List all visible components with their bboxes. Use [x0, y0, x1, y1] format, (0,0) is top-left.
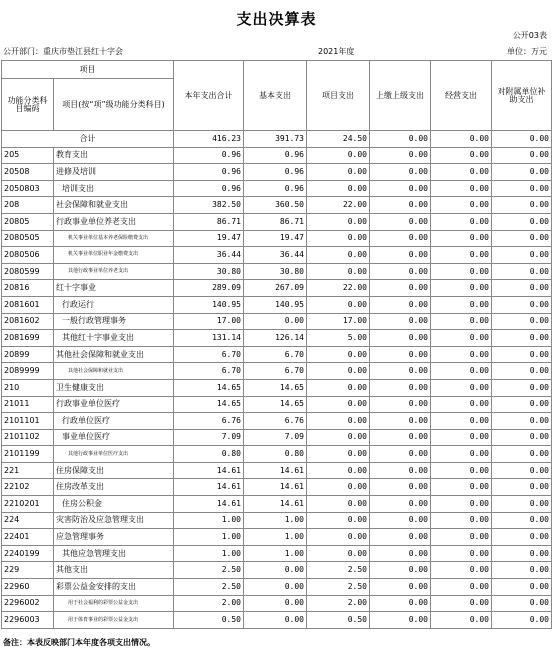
- row-subsidy: 0.00: [492, 579, 552, 596]
- row-project: 0.00: [307, 529, 370, 546]
- row-business: 0.00: [431, 379, 492, 396]
- row-basic: 0.00: [244, 313, 307, 330]
- table-row: [2, 413, 552, 430]
- row-project: 0.00: [307, 230, 370, 247]
- table-row: [2, 363, 552, 380]
- row-code: 21011: [2, 396, 54, 413]
- page-title: 支出决算表: [236, 10, 317, 28]
- row-name: 机关事业单位职业年金缴费支出: [54, 247, 174, 264]
- row-name: 住房保障支出: [54, 462, 174, 479]
- row-remit: 0.00: [370, 529, 431, 546]
- row-subsidy: 0.00: [492, 512, 552, 529]
- row-name: 应急管理事务: [54, 529, 174, 546]
- table-row: [2, 197, 552, 214]
- row-name: 其他行政事业单位医疗支出: [54, 446, 174, 463]
- table-row: [2, 429, 552, 446]
- row-name: 行政运行: [54, 296, 174, 313]
- row-total: 36.44: [174, 247, 244, 264]
- row-code: 2296002: [2, 595, 54, 612]
- row-business: 0.00: [431, 612, 492, 629]
- row-basic: 6.70: [244, 363, 307, 380]
- row-basic: 6.76: [244, 413, 307, 430]
- row-code: 224: [2, 512, 54, 529]
- row-name: 用于社会福利的彩票公益金支出: [54, 595, 174, 612]
- row-name: 教育支出: [54, 147, 174, 164]
- row-remit: 0.00: [370, 363, 431, 380]
- row-name: 行政事业单位医疗: [54, 396, 174, 413]
- row-name: 其他红十字事业支出: [54, 330, 174, 347]
- row-basic: 0.00: [244, 595, 307, 612]
- row-remit: 0.00: [370, 446, 431, 463]
- row-total: 0.96: [174, 164, 244, 181]
- row-name: 事业单位医疗: [54, 429, 174, 446]
- row-basic: 14.61: [244, 462, 307, 479]
- row-subsidy: 0.00: [492, 147, 552, 164]
- row-business: 0.00: [431, 330, 492, 347]
- row-name: 一般行政管理事务: [54, 313, 174, 330]
- row-remit: 0.00: [370, 595, 431, 612]
- row-code: 22960: [2, 579, 54, 596]
- row-basic: 30.80: [244, 263, 307, 280]
- total-row: [2, 131, 552, 148]
- row-subsidy: 0.00: [492, 346, 552, 363]
- row-code: 20899: [2, 346, 54, 363]
- row-remit: 0.00: [370, 164, 431, 181]
- table-row: [2, 180, 552, 197]
- row-project: 0.00: [307, 496, 370, 513]
- footer-note: 备注：本表反映部门本年度各项支出情况。: [3, 638, 155, 647]
- row-subsidy: 0.00: [492, 197, 552, 214]
- row-subsidy: 0.00: [492, 612, 552, 629]
- row-code: 22102: [2, 479, 54, 496]
- row-subsidy: 0.00: [492, 296, 552, 313]
- row-business: 0.00: [431, 180, 492, 197]
- row-project: 0.00: [307, 213, 370, 230]
- row-business: 0.00: [431, 579, 492, 596]
- row-business: 0.00: [431, 529, 492, 546]
- row-code: 2101102: [2, 429, 54, 446]
- row-subsidy: 0.00: [492, 529, 552, 546]
- row-name: 行政单位医疗: [54, 413, 174, 430]
- row-project: 0.00: [307, 180, 370, 197]
- row-total: 1.00: [174, 529, 244, 546]
- row-business: 0.00: [431, 263, 492, 280]
- total-label: 合计: [2, 131, 174, 148]
- row-remit: 0.00: [370, 496, 431, 513]
- row-business: 0.00: [431, 413, 492, 430]
- row-subsidy: 0.00: [492, 595, 552, 612]
- row-name: 住房改革支出: [54, 479, 174, 496]
- row-subsidy: 0.00: [492, 247, 552, 264]
- row-total: 2.50: [174, 562, 244, 579]
- header-business: 经营支出: [431, 61, 492, 131]
- row-code: 2081699: [2, 330, 54, 347]
- row-total: 289.09: [174, 280, 244, 297]
- row-project: 0.00: [307, 545, 370, 562]
- row-total: 0.96: [174, 147, 244, 164]
- row-project: 0.00: [307, 263, 370, 280]
- table-row: [2, 247, 552, 264]
- table-row: [2, 579, 552, 596]
- row-remit: 0.00: [370, 396, 431, 413]
- row-code: 2296003: [2, 612, 54, 629]
- row-subsidy: 0.00: [492, 479, 552, 496]
- row-project: 17.00: [307, 313, 370, 330]
- table-row: [2, 496, 552, 513]
- row-basic: 14.61: [244, 496, 307, 513]
- total-basic: 391.73: [244, 131, 307, 148]
- row-business: 0.00: [431, 313, 492, 330]
- row-name: 用于体育事业的彩票公益金支出: [54, 612, 174, 629]
- header-total: 本年支出合计: [174, 61, 244, 131]
- row-remit: 0.00: [370, 512, 431, 529]
- row-remit: 0.00: [370, 612, 431, 629]
- row-code: 229: [2, 562, 54, 579]
- row-basic: 0.80: [244, 446, 307, 463]
- row-code: 2080506: [2, 247, 54, 264]
- row-total: 6.70: [174, 346, 244, 363]
- row-name: 行政事业单位养老支出: [54, 213, 174, 230]
- row-total: 382.50: [174, 197, 244, 214]
- table-row: [2, 479, 552, 496]
- row-remit: 0.00: [370, 296, 431, 313]
- row-basic: 360.50: [244, 197, 307, 214]
- row-project: 0.50: [307, 612, 370, 629]
- table-row: [2, 330, 552, 347]
- row-project: 2.50: [307, 562, 370, 579]
- row-basic: 0.96: [244, 180, 307, 197]
- total-total: 416.23: [174, 131, 244, 148]
- row-basic: 0.00: [244, 562, 307, 579]
- row-business: 0.00: [431, 213, 492, 230]
- row-business: 0.00: [431, 479, 492, 496]
- year-label: 2021年度: [318, 47, 355, 56]
- row-project: 0.00: [307, 247, 370, 264]
- row-name: 社会保障和就业支出: [54, 197, 174, 214]
- row-name: 卫生健康支出: [54, 379, 174, 396]
- row-name: 住房公积金: [54, 496, 174, 513]
- row-code: 2081601: [2, 296, 54, 313]
- row-name: 培训支出: [54, 180, 174, 197]
- row-project: 0.00: [307, 363, 370, 380]
- row-remit: 0.00: [370, 545, 431, 562]
- row-business: 0.00: [431, 496, 492, 513]
- row-code: 2101101: [2, 413, 54, 430]
- row-total: 6.76: [174, 413, 244, 430]
- table-row: [2, 512, 552, 529]
- row-remit: 0.00: [370, 313, 431, 330]
- row-total: 14.65: [174, 396, 244, 413]
- row-basic: 1.00: [244, 529, 307, 546]
- row-basic: 6.70: [244, 346, 307, 363]
- expenditure-table: [1, 60, 552, 629]
- form-code: 公开03表: [512, 31, 547, 40]
- row-name: 其他社会保障和就业支出: [54, 363, 174, 380]
- row-total: 2.50: [174, 579, 244, 596]
- row-subsidy: 0.00: [492, 280, 552, 297]
- row-total: 2.00: [174, 595, 244, 612]
- row-subsidy: 0.00: [492, 446, 552, 463]
- row-remit: 0.00: [370, 280, 431, 297]
- row-remit: 0.00: [370, 247, 431, 264]
- row-code: 22401: [2, 529, 54, 546]
- row-project: 0.00: [307, 462, 370, 479]
- row-remit: 0.00: [370, 379, 431, 396]
- row-subsidy: 0.00: [492, 462, 552, 479]
- header-project: 项目: [2, 61, 174, 79]
- row-name: 机关事业单位基本养老保险缴费支出: [54, 230, 174, 247]
- row-remit: 0.00: [370, 213, 431, 230]
- row-project: 5.00: [307, 330, 370, 347]
- table-row: [2, 595, 552, 612]
- row-remit: 0.00: [370, 197, 431, 214]
- row-code: 205: [2, 147, 54, 164]
- row-project: 0.00: [307, 164, 370, 181]
- row-name: 其他支出: [54, 562, 174, 579]
- row-total: 19.47: [174, 230, 244, 247]
- header-project-exp: 项目支出: [307, 61, 370, 131]
- row-total: 7.09: [174, 429, 244, 446]
- row-business: 0.00: [431, 280, 492, 297]
- row-business: 0.00: [431, 164, 492, 181]
- row-total: 0.50: [174, 612, 244, 629]
- row-project: 0.00: [307, 396, 370, 413]
- row-basic: 126.14: [244, 330, 307, 347]
- row-subsidy: 0.00: [492, 545, 552, 562]
- row-name: 红十字事业: [54, 280, 174, 297]
- row-remit: 0.00: [370, 462, 431, 479]
- row-subsidy: 0.00: [492, 164, 552, 181]
- total-remit: 0.00: [370, 131, 431, 148]
- table-row: [2, 379, 552, 396]
- header-name: 项目(按“项”级功能分类科目): [54, 79, 174, 131]
- table-row: [2, 562, 552, 579]
- row-code: 20508: [2, 164, 54, 181]
- row-basic: 140.95: [244, 296, 307, 313]
- row-basic: 1.00: [244, 512, 307, 529]
- row-subsidy: 0.00: [492, 413, 552, 430]
- row-business: 0.00: [431, 429, 492, 446]
- table-row: [2, 280, 552, 297]
- row-total: 1.00: [174, 512, 244, 529]
- row-basic: 0.00: [244, 612, 307, 629]
- row-business: 0.00: [431, 147, 492, 164]
- row-project: 0.00: [307, 147, 370, 164]
- table-row: [2, 529, 552, 546]
- row-subsidy: 0.00: [492, 330, 552, 347]
- table-row: [2, 545, 552, 562]
- row-basic: 14.61: [244, 479, 307, 496]
- row-subsidy: 0.00: [492, 496, 552, 513]
- header-code: 功能分类科目编码: [2, 79, 54, 131]
- row-business: 0.00: [431, 595, 492, 612]
- row-basic: 0.96: [244, 164, 307, 181]
- row-basic: 14.65: [244, 379, 307, 396]
- header-remit: 上缴上级支出: [370, 61, 431, 131]
- unit-label: 单位：万元: [507, 47, 547, 56]
- row-subsidy: 0.00: [492, 263, 552, 280]
- row-basic: 14.65: [244, 396, 307, 413]
- row-name: 其他行政事业单位养老支出: [54, 263, 174, 280]
- header-basic: 基本支出: [244, 61, 307, 131]
- row-business: 0.00: [431, 512, 492, 529]
- row-code: 20805: [2, 213, 54, 230]
- row-code: 2050803: [2, 180, 54, 197]
- table-row: [2, 313, 552, 330]
- row-business: 0.00: [431, 247, 492, 264]
- row-code: 2240199: [2, 545, 54, 562]
- row-remit: 0.00: [370, 479, 431, 496]
- table-row: [2, 164, 552, 181]
- row-code: 2210201: [2, 496, 54, 513]
- row-subsidy: 0.00: [492, 230, 552, 247]
- row-remit: 0.00: [370, 180, 431, 197]
- row-subsidy: 0.00: [492, 180, 552, 197]
- total-subsidy: 0.00: [492, 131, 552, 148]
- row-subsidy: 0.00: [492, 396, 552, 413]
- row-total: 86.71: [174, 213, 244, 230]
- row-code: 2080505: [2, 230, 54, 247]
- row-code: 20816: [2, 280, 54, 297]
- row-total: 14.61: [174, 462, 244, 479]
- header-subsidy: 对附属单位补助支出: [492, 61, 552, 131]
- row-business: 0.00: [431, 562, 492, 579]
- row-name: 彩票公益金安排的支出: [54, 579, 174, 596]
- row-total: 0.80: [174, 446, 244, 463]
- row-subsidy: 0.00: [492, 313, 552, 330]
- row-project: 0.00: [307, 446, 370, 463]
- row-basic: 267.09: [244, 280, 307, 297]
- row-basic: 1.00: [244, 545, 307, 562]
- row-basic: 36.44: [244, 247, 307, 264]
- row-remit: 0.00: [370, 413, 431, 430]
- row-basic: 0.00: [244, 579, 307, 596]
- table-row: [2, 346, 552, 363]
- row-business: 0.00: [431, 545, 492, 562]
- row-project: 0.00: [307, 296, 370, 313]
- row-total: 0.96: [174, 180, 244, 197]
- row-code: 208: [2, 197, 54, 214]
- row-code: 2081602: [2, 313, 54, 330]
- row-project: 0.00: [307, 413, 370, 430]
- row-basic: 86.71: [244, 213, 307, 230]
- row-project: 0.00: [307, 429, 370, 446]
- table-row: [2, 230, 552, 247]
- row-name: 其他应急管理支出: [54, 545, 174, 562]
- table-row: [2, 446, 552, 463]
- row-subsidy: 0.00: [492, 213, 552, 230]
- row-project: 2.00: [307, 595, 370, 612]
- row-project: 0.00: [307, 346, 370, 363]
- table-row: [2, 213, 552, 230]
- row-project: 22.00: [307, 197, 370, 214]
- total-business: 0.00: [431, 131, 492, 148]
- row-business: 0.00: [431, 446, 492, 463]
- row-business: 0.00: [431, 230, 492, 247]
- total-project: 24.50: [307, 131, 370, 148]
- row-remit: 0.00: [370, 263, 431, 280]
- row-subsidy: 0.00: [492, 379, 552, 396]
- row-total: 6.70: [174, 363, 244, 380]
- row-code: 2080599: [2, 263, 54, 280]
- row-remit: 0.00: [370, 579, 431, 596]
- row-business: 0.00: [431, 363, 492, 380]
- row-name: 其他社会保障和就业支出: [54, 346, 174, 363]
- row-remit: 0.00: [370, 346, 431, 363]
- row-code: 2101199: [2, 446, 54, 463]
- row-project: 0.00: [307, 479, 370, 496]
- row-subsidy: 0.00: [492, 562, 552, 579]
- row-code: 2089999: [2, 363, 54, 380]
- row-remit: 0.00: [370, 147, 431, 164]
- row-remit: 0.00: [370, 330, 431, 347]
- row-total: 14.61: [174, 496, 244, 513]
- row-total: 17.00: [174, 313, 244, 330]
- row-subsidy: 0.00: [492, 429, 552, 446]
- row-remit: 0.00: [370, 230, 431, 247]
- row-project: 2.50: [307, 579, 370, 596]
- row-business: 0.00: [431, 396, 492, 413]
- row-total: 131.14: [174, 330, 244, 347]
- table-row: [2, 147, 552, 164]
- row-basic: 7.09: [244, 429, 307, 446]
- row-business: 0.00: [431, 346, 492, 363]
- row-subsidy: 0.00: [492, 363, 552, 380]
- table-row: [2, 396, 552, 413]
- row-name: 进修及培训: [54, 164, 174, 181]
- row-project: 0.00: [307, 512, 370, 529]
- row-basic: 0.96: [244, 147, 307, 164]
- table-row: [2, 612, 552, 629]
- row-project: 22.00: [307, 280, 370, 297]
- table-row: [2, 263, 552, 280]
- row-total: 30.80: [174, 263, 244, 280]
- row-project: 0.00: [307, 379, 370, 396]
- row-business: 0.00: [431, 462, 492, 479]
- row-name: 灾害防治及应急管理支出: [54, 512, 174, 529]
- row-total: 14.65: [174, 379, 244, 396]
- row-code: 221: [2, 462, 54, 479]
- row-remit: 0.00: [370, 562, 431, 579]
- row-remit: 0.00: [370, 429, 431, 446]
- table-row: [2, 296, 552, 313]
- row-basic: 19.47: [244, 230, 307, 247]
- table-row: [2, 462, 552, 479]
- row-total: 1.00: [174, 545, 244, 562]
- row-business: 0.00: [431, 296, 492, 313]
- row-code: 210: [2, 379, 54, 396]
- row-total: 14.61: [174, 479, 244, 496]
- row-business: 0.00: [431, 197, 492, 214]
- row-total: 140.95: [174, 296, 244, 313]
- department-label: 公开部门：重庆市垫江县红十字会: [3, 47, 123, 56]
